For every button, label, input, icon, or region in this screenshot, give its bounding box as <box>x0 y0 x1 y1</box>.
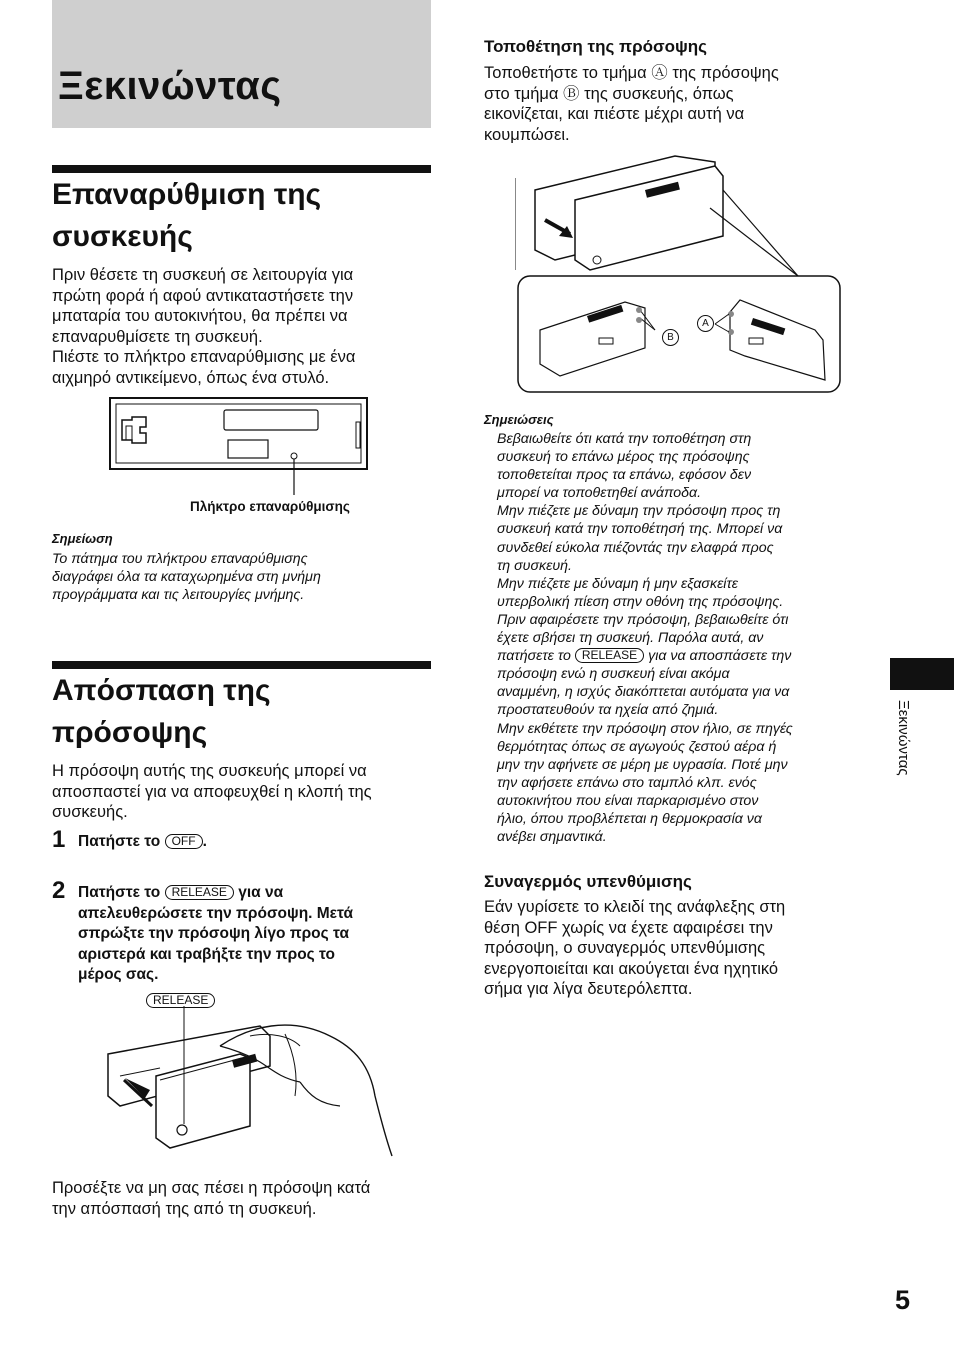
reset-note <box>52 550 432 604</box>
detach-heading-line1: Απόσπαση της <box>52 674 271 707</box>
step-line: απελευθερώσετε την πρόσοψη. Μετά <box>78 904 354 922</box>
note-line: προγράμματα και τις λειτουργίες μνήμης. <box>52 587 305 604</box>
paragraph-line: επαναρυθμίσετε τη συσκευή. <box>52 327 263 346</box>
step-line: σπρώξτε την πρόσοψη λίγο προς τα <box>78 925 350 942</box>
note-line: συσκευή το επάνω μέρος της πρόσοψης <box>497 449 750 466</box>
step-text: για να <box>238 884 284 901</box>
page-title: Ξεκινώντας <box>58 64 282 108</box>
note-line: ανέβει σημαντικά. <box>497 829 607 846</box>
paragraph-line: αιχμηρό αντικείμενο, όπως ένα στυλό. <box>52 368 330 387</box>
note-line: υπερβολική πίεση στην οθόνη της πρόσοψης. <box>497 593 784 610</box>
note-line: ήλιο, όπου προβλέπεται η θερμοκρασία να <box>497 810 762 827</box>
paragraph-line: σήμα για λίγα δευτερόλεπτα. <box>484 980 693 998</box>
step-1-text <box>78 832 207 853</box>
detach-illustration <box>100 1006 400 1166</box>
paragraph-line: στο τμήμα Ⓑ της συσκευής, όπως <box>484 84 734 103</box>
note-line: πρόσοψη ενώ η συσκευή είναι ακόμα <box>497 666 730 683</box>
caution-text <box>52 1178 442 1219</box>
unit-front-illustration <box>108 396 370 496</box>
note-line: αυτοκινήτου που είναι παρκαρισμένο στον <box>497 792 759 809</box>
paragraph-line: Τοποθετήστε το τμήμα Ⓐ της πρόσοψης <box>484 64 779 82</box>
release-button-symbol: RELEASE <box>575 648 644 663</box>
note-line: μπορεί να τοποθετηθεί ανάποδα. <box>497 485 702 502</box>
note-line: έχετε σβήσει τη συσκευή. Παρόλα αυτά, αν <box>497 630 764 647</box>
side-section-label: Ξεκινώντας <box>895 700 912 776</box>
paragraph-line: συσκευής. <box>52 803 128 821</box>
paragraph-line: κουμπώσει. <box>484 125 570 144</box>
note-line: Μην πιέζετε με δύναμη την πρόσοψη προς τη <box>497 503 781 520</box>
reset-heading <box>52 174 321 258</box>
reset-heading-line1: Επαναρύθμιση της <box>52 178 322 211</box>
step-line <box>78 883 428 904</box>
section-rule <box>52 661 431 669</box>
reset-heading-line2: συσκευής <box>52 220 193 253</box>
note-line: τη συσκευή. <box>497 557 572 574</box>
detach-heading <box>52 670 271 754</box>
step-text: . <box>202 833 207 850</box>
section-rule <box>52 165 431 173</box>
note-line: θερμότητας όπως σε αγωγούς ζεστού αέρα ή <box>497 738 777 755</box>
detach-body <box>52 761 432 823</box>
note-line: την αφήσετε επάνω στο ταμπλό κλπ. ενός <box>497 774 757 791</box>
note-line: Πριν αφαιρέσετε την πρόσοψη, βεβαιωθείτε ότι <box>497 611 789 628</box>
paragraph-line: την απόσπασή της από τη συσκευή. <box>52 1199 317 1218</box>
note-line: τοποθετείται προς τα επάνω, εφόσον δεν <box>497 467 752 484</box>
page-number: 5 <box>895 1285 911 1315</box>
paragraph-line: εικονίζεται, και πιέστε μέχρι αυτή να <box>484 105 745 123</box>
release-button-symbol: RELEASE <box>165 885 234 900</box>
attach-body <box>484 63 864 145</box>
paragraph-line: ενεργοποιείται και ακούγεται ένα ηχητικό <box>484 959 779 978</box>
note-text: πατήσετε το <box>497 648 571 665</box>
note-line: Μην πιέζετε με δύναμη ή μην εξασκείτε <box>497 575 738 592</box>
note-line: Το πάτημα του πλήκτρου επαναρύθμισης <box>52 551 308 567</box>
attach-illustration <box>515 150 845 395</box>
step-text: Πατήστε το <box>78 884 161 901</box>
paragraph-line: μπαταρία του αυτοκινήτου, θα πρέπει να <box>52 307 348 325</box>
note-line: Μην εκθέτετε την πρόσοψη στον ήλιο, σε πηγές <box>497 720 793 737</box>
note-line: συσκευή κατά την τοποθέτησή της. Μπορεί να <box>497 521 783 538</box>
step-line: αριστερά και τραβήξτε την προς το <box>78 945 335 963</box>
label-a-marker: A <box>697 315 714 332</box>
note-line-release <box>497 647 867 665</box>
label-b-marker: B <box>662 329 679 346</box>
note-line: αναμμένη, η ισχύς διακόπτεται αυτόματα για να <box>497 684 790 701</box>
reset-button-caption: Πλήκτρο επαναρύθμισης <box>190 499 350 514</box>
paragraph-line: θέση OFF χωρίς να έχετε αφαιρέσει την <box>484 918 773 937</box>
reset-body <box>52 265 432 388</box>
title-banner <box>52 0 431 128</box>
paragraph-line: Εάν γυρίσετε το κλειδί της ανάφλεξης στη <box>484 898 786 916</box>
detach-heading-line2: πρόσοψης <box>52 716 208 749</box>
section-tab <box>890 658 954 690</box>
release-label: RELEASE <box>146 993 215 1008</box>
alarm-body <box>484 897 874 1000</box>
notes-body <box>497 430 867 846</box>
note-line: διαγράφει όλα τα καταχωρημένα στη μνήμη <box>52 569 321 586</box>
paragraph-line: Προσέξτε να μη σας πέσει η πρόσοψη κατά <box>52 1179 371 1197</box>
alarm-heading: Συναγερμός υπενθύμισης <box>484 872 692 891</box>
off-button-symbol: OFF <box>165 834 203 849</box>
paragraph-line: πρώτη φορά ή αφού αντικαταστήσετε την <box>52 286 354 305</box>
note-line: Βεβαιωθείτε ότι κατά την τοποθέτηση στη <box>497 431 752 447</box>
attach-heading: Τοποθέτηση της πρόσοψης <box>484 37 708 56</box>
note-line: συνδεθεί εύκολα πιέζοντάς την ελαφρά προς <box>497 539 774 556</box>
note-text: για να αποσπάσετε την <box>648 648 792 665</box>
paragraph-line: Πιέστε το πλήκτρο επαναρύθμισης με ένα <box>52 348 356 366</box>
step-line: μέρος σας. <box>78 966 159 983</box>
note-line: μην την αφήνετε σε μέρη με υγρασία. Ποτέ μην <box>497 756 788 773</box>
paragraph-line: Η πρόσοψη αυτής της συσκευής μπορεί να <box>52 762 367 780</box>
paragraph-line: Πριν θέσετε τη συσκευή σε λειτουργία για <box>52 266 354 284</box>
paragraph-line: πρόσοψη, ο συναγερμός υπενθύμισης <box>484 939 766 957</box>
step-number: 1 <box>52 826 66 853</box>
paragraph-line: αποσπαστεί για να αποφευχθεί η κλοπή της <box>52 782 372 801</box>
step-text: Πατήστε το <box>78 833 161 850</box>
note-line: προστατευθούν τα ηχεία από ζημιά. <box>497 702 719 719</box>
step-2-text <box>78 883 428 986</box>
step-number: 2 <box>52 877 66 904</box>
note-heading: Σημείωση <box>52 531 113 546</box>
notes-heading: Σημειώσεις <box>484 412 554 427</box>
